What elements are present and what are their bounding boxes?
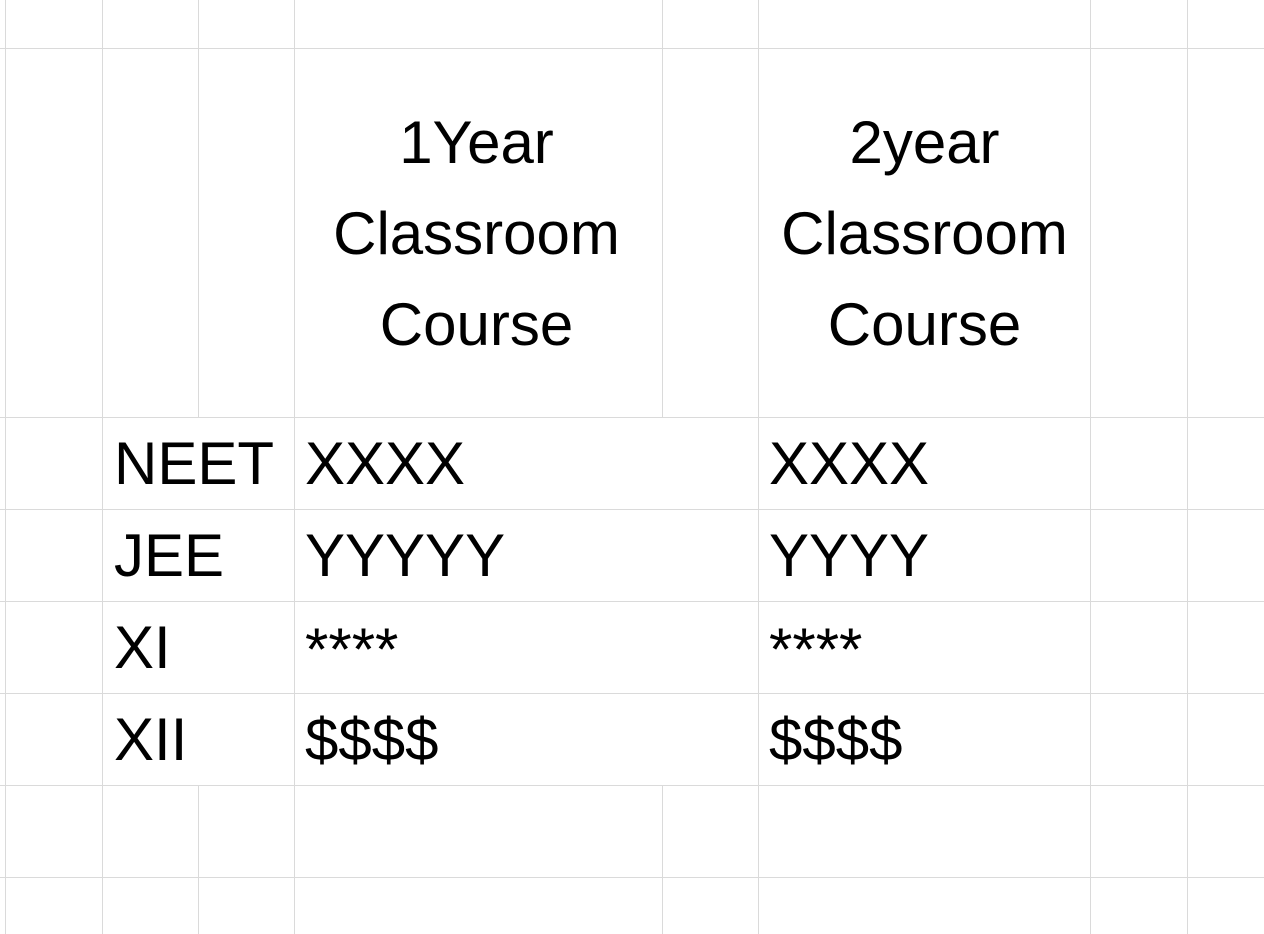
cell-neet-1year[interactable]: XXXX (305, 429, 466, 497)
row-label-xi[interactable]: XI (114, 613, 171, 681)
gridline-vertical (1090, 0, 1091, 934)
gridline-vertical (1187, 0, 1188, 934)
row-label-xii[interactable]: XII (114, 705, 188, 773)
gridline-horizontal (0, 877, 1264, 878)
gridline-horizontal (0, 785, 1264, 786)
header-2year-classroom-course[interactable] (759, 49, 1090, 417)
header-line: 1Year (399, 108, 554, 176)
header-line: Classroom (333, 199, 620, 267)
cell-xii-2year[interactable]: $$$$ (769, 705, 903, 773)
cell-xi-1year[interactable]: **** (305, 616, 399, 683)
header-line: Classroom (781, 199, 1068, 267)
gridline-vertical (198, 785, 199, 934)
header-line: Course (827, 290, 1022, 358)
header-1year-classroom-course[interactable] (295, 49, 658, 417)
header-line: 2year (849, 108, 1000, 176)
gridline-vertical (5, 0, 6, 934)
gridline-vertical (662, 785, 663, 934)
gridline-vertical (662, 0, 663, 417)
cell-xii-1year[interactable]: $$$$ (305, 705, 439, 773)
cell-xi-2year[interactable]: **** (769, 616, 863, 683)
cell-jee-2year[interactable]: YYYY (769, 521, 930, 589)
row-label-neet[interactable]: NEET (114, 429, 275, 497)
header-line: Course (379, 290, 574, 358)
cell-jee-1year[interactable]: YYYYY (305, 521, 506, 589)
cell-neet-2year[interactable]: XXXX (769, 429, 930, 497)
header-empty-cell[interactable] (102, 49, 295, 417)
row-label-jee[interactable]: JEE (114, 521, 225, 589)
